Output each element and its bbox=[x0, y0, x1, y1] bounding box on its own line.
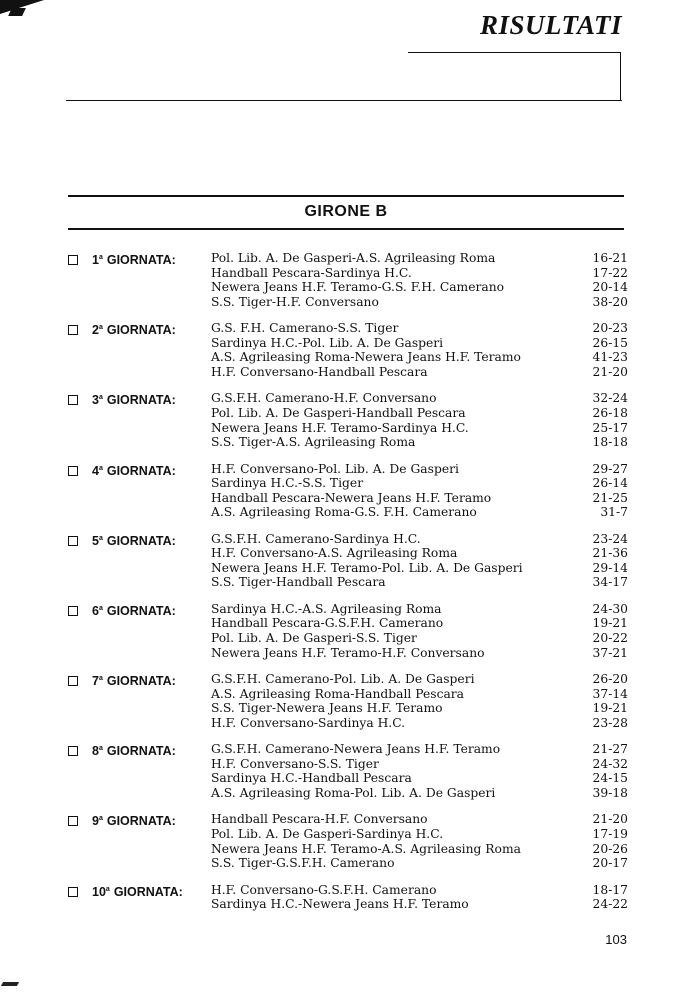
rounds-list bbox=[68, 251, 628, 924]
match-score: 16-21 bbox=[592, 251, 628, 265]
match-row bbox=[211, 476, 628, 491]
round-name bbox=[92, 602, 176, 619]
round-label-text: GIORNATA: bbox=[106, 533, 176, 548]
match-row bbox=[211, 856, 628, 871]
match-row bbox=[211, 561, 628, 576]
round-number: 6 bbox=[92, 603, 99, 618]
match-list bbox=[211, 321, 628, 379]
checkbox-icon bbox=[68, 887, 78, 897]
round-block bbox=[68, 251, 628, 309]
match-list bbox=[211, 391, 628, 449]
round-ordinal-suffix: a bbox=[98, 534, 103, 542]
round-label-text: GIORNATA: bbox=[106, 393, 176, 408]
match-score: 26-20 bbox=[592, 672, 628, 687]
match-row bbox=[211, 812, 628, 827]
match-score: 32-24 bbox=[592, 391, 628, 406]
match-teams: A.S. Agrileasing Roma-G.S. F.H. Camerano bbox=[211, 505, 477, 520]
match-row bbox=[211, 336, 628, 351]
header-rule bbox=[66, 100, 622, 101]
match-teams: A.S. Agrileasing Roma-Pol. Lib. A. De Gasperi bbox=[211, 785, 496, 800]
match-teams: Newera Jeans H.F. Teramo-H.F. Conversano bbox=[211, 645, 485, 660]
round-number: 7 bbox=[92, 674, 99, 689]
match-score: 24-30 bbox=[592, 601, 628, 616]
checkbox-icon bbox=[68, 536, 78, 546]
match-score: 37-14 bbox=[592, 686, 628, 701]
match-teams: G.S. F.H. Camerano-S.S. Tiger bbox=[211, 321, 399, 336]
match-teams: Sardinya H.C.-Newera Jeans H.F. Teramo bbox=[211, 897, 469, 912]
match-teams: H.F. Conversano-A.S. Agrileasing Roma bbox=[211, 546, 458, 561]
checkbox-icon bbox=[68, 676, 78, 686]
match-teams: G.S.F.H. Camerano-Newera Jeans H.F. Teramo bbox=[211, 742, 501, 757]
bottom-scan-mark bbox=[1, 982, 19, 986]
match-score: 24-22 bbox=[592, 897, 628, 912]
round-label bbox=[68, 462, 211, 520]
match-row bbox=[211, 421, 628, 436]
match-list bbox=[211, 602, 628, 660]
round-number: 8 bbox=[92, 744, 99, 759]
match-score: 21-25 bbox=[592, 490, 628, 505]
match-row bbox=[211, 505, 628, 520]
round-label-text: GIORNATA: bbox=[106, 744, 176, 759]
round-label-text: GIORNATA: bbox=[106, 814, 176, 829]
match-score: 31-7 bbox=[600, 505, 628, 520]
match-score: 25-17 bbox=[592, 420, 628, 435]
round-ordinal-suffix: a bbox=[98, 675, 103, 683]
match-score: 26-18 bbox=[592, 405, 628, 420]
round-name bbox=[92, 742, 176, 759]
match-teams: H.F. Conversano-Pol. Lib. A. De Gasperi bbox=[211, 461, 459, 476]
match-row bbox=[211, 406, 628, 421]
match-score: 19-21 bbox=[592, 701, 628, 716]
match-score: 26-15 bbox=[592, 335, 628, 350]
round-label bbox=[68, 321, 211, 379]
match-row bbox=[211, 350, 628, 365]
match-teams: Sardinya H.C.-A.S. Agrileasing Roma bbox=[211, 601, 442, 616]
match-teams: Newera Jeans H.F. Teramo-A.S. Agrileasing Roma bbox=[211, 841, 521, 856]
round-label bbox=[68, 672, 211, 730]
checkbox-icon bbox=[68, 395, 78, 405]
round-ordinal-suffix: a bbox=[105, 885, 110, 893]
match-score: 24-32 bbox=[592, 756, 628, 771]
match-score: 21-36 bbox=[592, 546, 628, 561]
match-list bbox=[211, 251, 628, 309]
match-teams: Newera Jeans H.F. Teramo-G.S. F.H. Camerano bbox=[211, 280, 505, 295]
match-score: 41-23 bbox=[592, 350, 628, 365]
match-row bbox=[211, 883, 628, 898]
match-row bbox=[211, 602, 628, 617]
match-teams: S.S. Tiger-Handball Pescara bbox=[211, 575, 386, 590]
match-teams: Pol. Lib. A. De Gasperi-S.S. Tiger bbox=[211, 631, 417, 646]
match-score: 23-24 bbox=[592, 531, 628, 546]
round-label-text: GIORNATA: bbox=[106, 463, 176, 478]
round-block bbox=[68, 602, 628, 660]
checkbox-icon bbox=[68, 816, 78, 826]
checkbox-icon bbox=[68, 255, 78, 265]
match-teams: G.S.F.H. Camerano-Pol. Lib. A. De Gasperi bbox=[211, 672, 475, 687]
match-teams: Handball Pescara-Newera Jeans H.F. Teramo bbox=[211, 490, 492, 505]
match-score: 38-20 bbox=[592, 294, 628, 309]
match-teams: A.S. Agrileasing Roma-Newera Jeans H.F. Teramo bbox=[211, 350, 521, 365]
checkbox-icon bbox=[68, 466, 78, 476]
round-name bbox=[92, 672, 176, 689]
round-label-text: GIORNATA: bbox=[113, 884, 183, 899]
page-number: 103 bbox=[605, 932, 627, 947]
round-ordinal-suffix: a bbox=[98, 254, 103, 261]
match-score: 39-18 bbox=[592, 785, 628, 800]
round-number: 3 bbox=[92, 393, 99, 408]
match-teams: H.F. Conversano-Handball Pescara bbox=[211, 364, 428, 379]
match-list bbox=[211, 672, 628, 730]
round-block bbox=[68, 742, 628, 800]
match-row bbox=[211, 532, 628, 547]
round-ordinal-suffix: a bbox=[98, 745, 103, 753]
match-row bbox=[211, 897, 628, 912]
checkbox-icon bbox=[68, 746, 78, 756]
section-top-rule bbox=[68, 195, 624, 197]
round-block bbox=[68, 672, 628, 730]
match-row bbox=[211, 687, 628, 702]
round-ordinal-suffix: a bbox=[98, 464, 103, 472]
round-label bbox=[68, 742, 211, 800]
round-name bbox=[92, 883, 183, 900]
match-score: 17-19 bbox=[592, 826, 628, 841]
round-number: 9 bbox=[92, 814, 99, 829]
match-row bbox=[211, 786, 628, 801]
match-score: 18-18 bbox=[592, 435, 628, 450]
match-teams: S.S. Tiger-Newera Jeans H.F. Teramo bbox=[211, 701, 443, 716]
match-teams: Pol. Lib. A. De Gasperi-A.S. Agrileasing Roma bbox=[211, 251, 496, 265]
match-row bbox=[211, 295, 628, 310]
match-teams: H.F. Conversano-G.S.F.H. Camerano bbox=[211, 882, 437, 897]
match-list bbox=[211, 812, 628, 870]
section-bottom-rule bbox=[68, 228, 624, 230]
match-row bbox=[211, 701, 628, 716]
match-row bbox=[211, 435, 628, 450]
round-block bbox=[68, 532, 628, 590]
match-row bbox=[211, 575, 628, 590]
round-ordinal-suffix: a bbox=[98, 815, 103, 823]
round-label bbox=[68, 883, 211, 912]
round-block bbox=[68, 812, 628, 870]
match-teams: H.F. Conversano-S.S. Tiger bbox=[211, 756, 379, 771]
round-block bbox=[68, 391, 628, 449]
round-label-text: GIORNATA: bbox=[106, 674, 176, 689]
match-score: 21-20 bbox=[592, 812, 628, 827]
match-score: 29-14 bbox=[592, 560, 628, 575]
match-score: 20-26 bbox=[592, 841, 628, 856]
round-ordinal-suffix: a bbox=[98, 604, 103, 612]
match-list bbox=[211, 462, 628, 520]
match-row bbox=[211, 462, 628, 477]
match-teams: S.S. Tiger-H.F. Conversano bbox=[211, 294, 379, 309]
checkbox-icon bbox=[68, 606, 78, 616]
match-row bbox=[211, 757, 628, 772]
round-label-text: GIORNATA: bbox=[106, 603, 176, 618]
match-score: 21-27 bbox=[592, 742, 628, 757]
match-row bbox=[211, 266, 628, 281]
match-row bbox=[211, 616, 628, 631]
match-row bbox=[211, 716, 628, 731]
match-row bbox=[211, 646, 628, 661]
match-teams: H.F. Conversano-Sardinya H.C. bbox=[211, 715, 406, 730]
match-row bbox=[211, 827, 628, 842]
match-teams: G.S.F.H. Camerano-Sardinya H.C. bbox=[211, 531, 421, 546]
match-teams: Pol. Lib. A. De Gasperi-Sardinya H.C. bbox=[211, 826, 444, 841]
match-score: 29-27 bbox=[592, 461, 628, 476]
round-name bbox=[92, 391, 176, 408]
round-number: 1 bbox=[92, 253, 99, 267]
page-title: RISULTATI bbox=[479, 10, 622, 40]
round-ordinal-suffix: a bbox=[98, 324, 103, 332]
corner-scan-mark-inner bbox=[8, 8, 26, 16]
match-row bbox=[211, 251, 628, 266]
round-name bbox=[92, 532, 176, 549]
match-row bbox=[211, 280, 628, 295]
match-score: 19-21 bbox=[592, 616, 628, 631]
match-list bbox=[211, 742, 628, 800]
match-score: 20-23 bbox=[592, 321, 628, 336]
match-score: 21-20 bbox=[592, 364, 628, 379]
match-score: 17-22 bbox=[592, 265, 628, 280]
match-list bbox=[211, 532, 628, 590]
header-box-frame bbox=[408, 52, 621, 101]
match-score: 20-22 bbox=[592, 631, 628, 646]
match-row bbox=[211, 672, 628, 687]
round-label-text: GIORNATA: bbox=[106, 323, 176, 338]
match-row bbox=[211, 842, 628, 857]
round-label bbox=[68, 602, 211, 660]
round-label-text: GIORNATA: bbox=[106, 253, 176, 267]
match-teams: Newera Jeans H.F. Teramo-Sardinya H.C. bbox=[211, 420, 469, 435]
match-score: 23-28 bbox=[592, 715, 628, 730]
checkbox-icon bbox=[68, 325, 78, 335]
match-list bbox=[211, 883, 628, 912]
round-name bbox=[92, 251, 176, 268]
round-number: 5 bbox=[92, 533, 99, 548]
round-ordinal-suffix: a bbox=[98, 394, 103, 402]
match-row bbox=[211, 365, 628, 380]
match-teams: Newera Jeans H.F. Teramo-Pol. Lib. A. De Gasperi bbox=[211, 560, 523, 575]
round-block bbox=[68, 883, 628, 912]
match-row bbox=[211, 771, 628, 786]
match-teams: Pol. Lib. A. De Gasperi-Handball Pescara bbox=[211, 405, 466, 420]
match-score: 20-14 bbox=[592, 280, 628, 295]
round-number: 4 bbox=[92, 463, 99, 478]
match-row bbox=[211, 321, 628, 336]
round-name bbox=[92, 462, 176, 479]
match-teams: Handball Pescara-Sardinya H.C. bbox=[211, 265, 412, 280]
match-teams: Sardinya H.C.-S.S. Tiger bbox=[211, 476, 364, 491]
round-block bbox=[68, 462, 628, 520]
match-score: 37-21 bbox=[592, 645, 628, 660]
match-row bbox=[211, 631, 628, 646]
match-row bbox=[211, 546, 628, 561]
match-row bbox=[211, 491, 628, 506]
match-score: 20-17 bbox=[592, 856, 628, 871]
match-teams: Sardinya H.C.-Pol. Lib. A. De Gasperi bbox=[211, 335, 444, 350]
match-teams: Handball Pescara-H.F. Conversano bbox=[211, 812, 428, 827]
match-score: 24-15 bbox=[592, 771, 628, 786]
match-teams: S.S. Tiger-G.S.F.H. Camerano bbox=[211, 856, 395, 871]
round-name bbox=[92, 812, 176, 829]
round-number: 10 bbox=[92, 884, 106, 899]
round-number: 2 bbox=[92, 323, 99, 338]
round-label bbox=[68, 391, 211, 449]
match-score: 26-14 bbox=[592, 476, 628, 491]
match-row bbox=[211, 742, 628, 757]
round-label bbox=[68, 251, 211, 309]
match-row bbox=[211, 391, 628, 406]
match-teams: Handball Pescara-G.S.F.H. Camerano bbox=[211, 616, 444, 631]
match-teams: S.S. Tiger-A.S. Agrileasing Roma bbox=[211, 435, 416, 450]
round-label bbox=[68, 812, 211, 870]
match-score: 18-17 bbox=[592, 882, 628, 897]
round-label bbox=[68, 532, 211, 590]
round-name bbox=[92, 321, 176, 338]
round-block bbox=[68, 321, 628, 379]
match-teams: Sardinya H.C.-Handball Pescara bbox=[211, 771, 412, 786]
match-teams: A.S. Agrileasing Roma-Handball Pescara bbox=[211, 686, 465, 701]
match-teams: G.S.F.H. Camerano-H.F. Conversano bbox=[211, 391, 437, 406]
match-score: 34-17 bbox=[592, 575, 628, 590]
section-title: GIRONE B bbox=[304, 203, 388, 220]
